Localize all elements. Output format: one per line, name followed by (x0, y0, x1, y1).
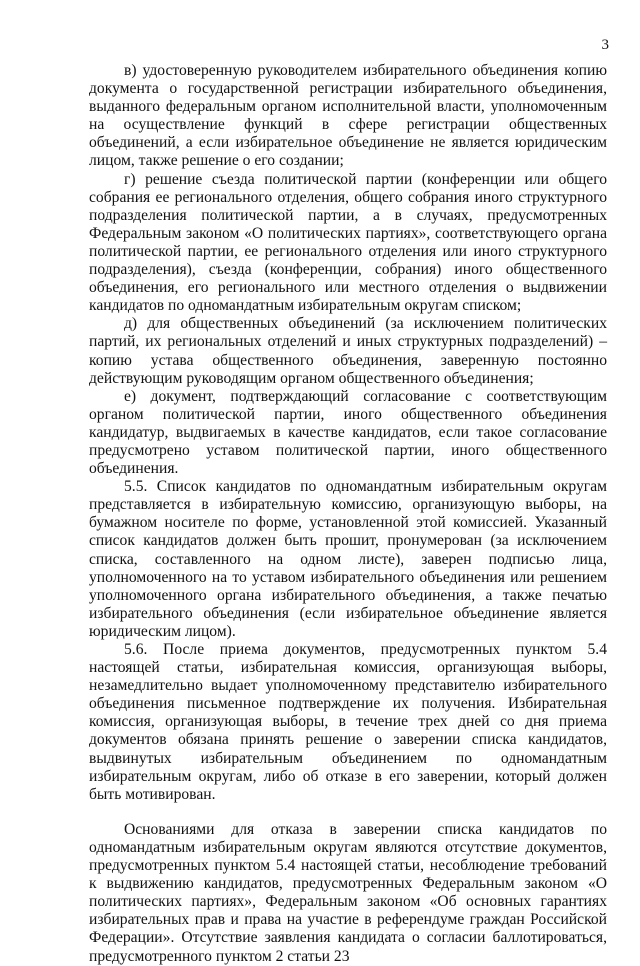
paragraph-item-g: г) решение съезда политической партии (конференции или общего собрания ее регионального отделения, общего собрания иного структурного подразделения политической партии, а в случаях, предусмотренных Федеральным законом «О политических партиях», соответствующего органа политической партии, ее регионального отделения или иного структурного подразделения), съезда (конференции, собрания) иного общественного объединения, его регионального или местного отделения о выдвижении кандидатов по одномандатным избирательным округам списком; (89, 170, 607, 315)
paragraph-item-d: д) для общественных объединений (за исключением политических партий, их региональных отделений и иных структурных подразделений) – копию устава общественного объединения, заверенную постоянно действующим руководящим органом общественного объединения; (89, 315, 607, 387)
paragraph-item-e: е) документ, подтверждающий согласование с соответствующим органом политической партии, иного общественного объединения кандидатур, выдвигаемых в качестве кандидатов, если такое согласование предусмотрено уставом политической партии, иного общественного объединения. (89, 387, 607, 478)
paragraph-clause-5-5: 5.5. Список кандидатов по одномандатным избирательным округам представляется в избирательную комиссию, организующую выборы, на бумажном носителе по форме, установленной этой комиссией. Указанный список кандидатов должен быть прошит, пронумерован (за исключением списка, составленного на одном листе), заверен подписью лица, уполномоченного на то уставом избирательного объединения или решением уполномоченного органа избирательного объединения, а также печатью избирательного объединения (если избирательное объединение является юридическим лицом). (89, 478, 607, 640)
paragraph-refusal-grounds: Основаниями для отказа в заверении списка кандидатов по одномандатным избирательным округам являются отсутствие документов, предусмотренных пунктом 5.4 настоящей статьи, несоблюдение требований к выдвижению кандидатов, предусмотренных Федеральным законом «О политических партиях», Федеральным законом «Об основных гарантиях избирательных прав и права на участие в референдуме граждан Российской Федерации». Отсутствие заявления кандидата о согласии баллотироваться, предусмотренного пунктом 2 статьи 23 (89, 820, 607, 965)
paragraph-item-v: в) удостоверенную руководителем избирательного объединения копию документа о государственной регистрации избирательного объединения, выданного федеральным органом исполнительной власти, уполномоченным на осуществление функций в сфере регистрации общественных объединений, а если избирательное объединение не является юридическим лицом, также решение о его создании; (89, 62, 607, 170)
paragraph-clause-5-6: 5.6. После приема документов, предусмотренных пунктом 5.4 настоящей статьи, избирательная комиссия, организующая выборы, незамедлительно выдает уполномоченному представителю избирательного объединения письменное подтверждение их получения. Избирательная комиссия, организующая выборы, в течение трех дней со дня приема документов обязана принять решение о заверении списка кандидатов, выдвинутых избирательным объединением по одномандатным избирательным округам, либо об отказе в его заверении, который должен быть мотивирован. (89, 641, 607, 803)
page-number: 3 (601, 37, 609, 53)
document-body (89, 62, 607, 966)
